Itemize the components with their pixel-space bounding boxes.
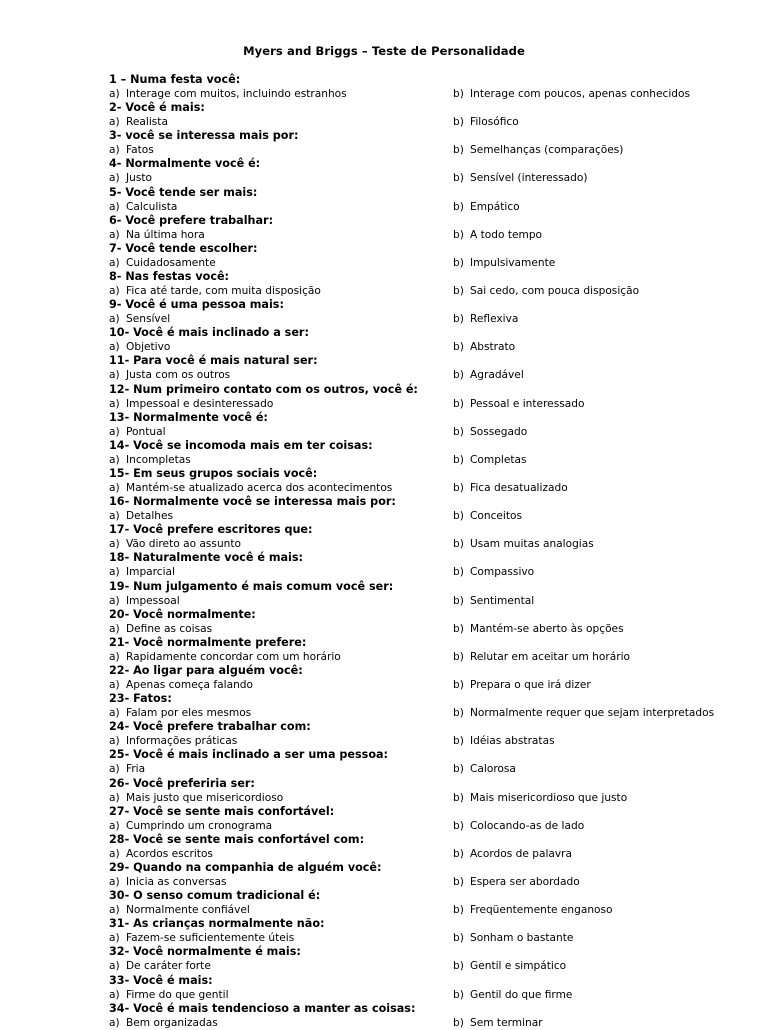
option-b [453,340,515,354]
option-a-text: Mantém-se atualizado acerca dos acontecimentos [126,481,393,494]
option-b-marker: b) [453,369,464,382]
option-b [453,481,568,495]
page-title: Myers and Briggs – Teste de Personalidade [243,44,525,58]
question-title: 10- Você é mais inclinado a ser: [109,326,309,340]
question-title: 25- Você é mais inclinado a ser uma pessoa: [109,748,389,762]
option-a [109,284,321,298]
question-title: 19- Num julgamento é mais comum você ser: [109,579,394,593]
option-b [453,509,522,523]
question-item [109,889,749,917]
option-b-marker: b) [453,566,464,579]
question-item [109,73,749,101]
question-item [109,242,749,270]
option-a-marker: a) [109,707,120,720]
option-b-text: Espera ser abordado [470,875,580,888]
option-b [453,931,573,945]
option-b-marker: b) [453,819,464,832]
option-a-text: Vão direto ao assunto [126,538,242,551]
option-b-marker: b) [453,256,464,269]
option-b [453,256,555,270]
question-item [109,129,749,157]
question-item [109,467,749,495]
option-a [109,115,168,129]
option-a [109,425,166,439]
option-a [109,200,177,214]
option-b-marker: b) [453,284,464,297]
option-b-marker: b) [453,1016,464,1029]
option-a [109,509,173,523]
option-b-marker: b) [453,116,464,129]
option-a [109,988,229,1002]
option-a-marker: a) [109,1016,120,1029]
question-item [109,861,749,889]
option-b-text: Completas [470,453,527,466]
option-a-text: Apenas começa falando [126,678,253,691]
question-item [109,945,749,973]
option-a [109,959,211,973]
question-title: 34- Você é mais tendencioso a manter as coisas: [109,1001,416,1015]
question-item [109,411,749,439]
question-title: 27- Você se sente mais confortável: [109,804,335,818]
option-a [109,594,180,608]
option-b-marker: b) [453,172,464,185]
option-b-text: Sentimental [470,594,535,607]
question-item [109,805,749,833]
option-b [453,959,566,973]
option-b-marker: b) [453,397,464,410]
question-title: 5- Você tende ser mais: [109,185,258,199]
option-a-marker: a) [109,200,120,213]
option-b-text: Sossegado [470,425,528,438]
option-b [453,875,580,889]
question-list [109,73,749,1030]
question-item [109,777,749,805]
question-item [109,748,749,776]
option-a [109,1016,218,1030]
question-item [109,664,749,692]
option-a [109,87,347,101]
option-a [109,762,145,776]
question-item [109,298,749,326]
option-b [453,200,520,214]
option-a [109,819,272,833]
option-a-text: Impessoal e desinteressado [126,397,274,410]
question-title: 18- Naturalmente você é mais: [109,551,304,565]
option-b [453,847,572,861]
option-a-marker: a) [109,622,120,635]
question-item [109,692,749,720]
question-title: 12- Num primeiro contato com os outros, você é: [109,382,418,396]
option-b-text: Semelhanças (comparações) [470,144,624,157]
question-title: 21- Você normalmente prefere: [109,635,307,649]
option-a-marker: a) [109,144,120,157]
option-b-text: Empático [470,200,520,213]
option-b-text: Interage com poucos, apenas conhecidos [470,88,691,100]
option-a [109,565,175,579]
option-a-marker: a) [109,116,120,129]
option-a-marker: a) [109,932,120,945]
option-b [453,762,516,776]
option-a-marker: a) [109,172,120,185]
question-title: 3- você se interessa mais por: [109,129,299,143]
option-b-marker: b) [453,538,464,551]
question-item [109,523,749,551]
question-item [109,101,749,129]
question-title: 24- Você prefere trabalhar com: [109,720,311,734]
option-a-text: Falam por eles mesmos [126,707,252,720]
option-a-marker: a) [109,313,120,326]
question-title: 29- Quando na companhia de alguém você: [109,860,382,874]
option-b [453,425,527,439]
option-a-text: Realista [126,116,168,129]
option-b-marker: b) [453,481,464,494]
option-a-marker: a) [109,847,120,860]
option-b-marker: b) [453,313,464,326]
question-title: 11- Para você é mais natural ser: [109,354,318,368]
option-b-marker: b) [453,791,464,804]
question-title: 23- Fatos: [109,692,172,706]
option-b [453,706,714,720]
option-a [109,537,241,551]
option-b-text: Compassivo [470,566,535,579]
option-b-marker: b) [453,510,464,523]
option-b [453,284,639,298]
option-b [453,143,623,157]
option-b-marker: b) [453,88,464,100]
question-item [109,833,749,861]
option-a-text: Impessoal [126,594,180,607]
option-a-marker: a) [109,875,120,888]
option-b [453,537,594,551]
option-a [109,734,237,748]
option-a-marker: a) [109,819,120,832]
option-a-marker: a) [109,88,120,100]
option-b-marker: b) [453,763,464,776]
option-a-marker: a) [109,341,120,354]
option-b-text: Mantém-se aberto às opções [470,622,624,635]
question-item [109,580,749,608]
option-b-text: Gentil do que firme [470,988,573,1001]
option-a-text: Justa com os outros [126,369,231,382]
option-b [453,368,524,382]
option-a-text: Imparcial [126,566,175,579]
question-item [109,495,749,523]
option-a [109,847,213,861]
option-b-text: Idéias abstratas [470,735,555,748]
option-b-text: Pessoal e interessado [470,397,585,410]
option-a-text: Acordos escritos [126,847,213,860]
question-title: 2- Você é mais: [109,101,205,115]
question-title: 13- Normalmente você é: [109,410,268,424]
question-title: 8- Nas festas você: [109,269,230,283]
option-a-text: Mais justo que misericordioso [126,791,284,804]
option-b-text: Sem terminar [470,1016,543,1029]
option-a [109,256,216,270]
question-item [109,354,749,382]
question-item [109,636,749,664]
question-title: 28- Você se sente mais confortável com: [109,832,365,846]
option-a-text: Interage com muitos, incluindo estranhos [126,88,347,100]
question-title: 30- O senso comum tradicional é: [109,889,321,903]
option-b [453,650,630,664]
option-a-marker: a) [109,256,120,269]
option-a-marker: a) [109,425,120,438]
option-a [109,791,283,805]
option-b-text: Abstrato [470,341,516,354]
option-a-marker: a) [109,538,120,551]
option-a-marker: a) [109,960,120,973]
question-title: 26- Você preferiria ser: [109,776,255,790]
option-a-text: De caráter forte [126,960,211,973]
option-a-marker: a) [109,988,120,1001]
option-a [109,650,341,664]
option-a [109,903,250,917]
option-b-marker: b) [453,847,464,860]
option-a-marker: a) [109,284,120,297]
option-b-marker: b) [453,960,464,973]
option-b [453,453,527,467]
question-title: 22- Ao ligar para alguém você: [109,663,303,677]
question-title: 6- Você prefere trabalhar: [109,213,274,227]
option-b-text: Gentil e simpático [470,960,567,973]
option-a-text: Cuidadosamente [126,256,216,269]
option-b [453,228,542,242]
option-a-marker: a) [109,510,120,523]
question-title: 9- Você é uma pessoa mais: [109,298,284,312]
question-item [109,157,749,185]
question-item [109,720,749,748]
option-b-marker: b) [453,622,464,635]
option-b-marker: b) [453,988,464,1001]
option-a-marker: a) [109,650,120,663]
option-a-text: Normalmente confiável [126,904,250,917]
question-item [109,917,749,945]
option-a-text: Sensível [126,313,171,326]
option-a-text: Bem organizadas [126,1016,218,1029]
option-b-text: Mais misericordioso que justo [470,791,628,804]
option-a [109,931,294,945]
option-b-marker: b) [453,200,464,213]
option-b-text: Calorosa [470,763,516,776]
option-a [109,340,170,354]
option-b-text: Agradável [470,369,524,382]
option-a-marker: a) [109,735,120,748]
option-b-text: Impulsivamente [470,256,556,269]
option-b [453,1016,543,1030]
option-a-marker: a) [109,763,120,776]
option-b-marker: b) [453,678,464,691]
question-title: 17- Você prefere escritores que: [109,523,313,537]
option-a-marker: a) [109,678,120,691]
question-title: 33- Você é mais: [109,973,213,987]
option-b [453,115,519,129]
option-b [453,903,613,917]
option-b-text: Acordos de palavra [470,847,573,860]
option-a [109,143,154,157]
option-a-text: Informações práticas [126,735,238,748]
question-item [109,551,749,579]
option-a-text: Detalhes [126,510,174,523]
option-a [109,875,226,889]
option-b [453,678,591,692]
option-b-marker: b) [453,875,464,888]
question-title: 20- Você normalmente: [109,607,256,621]
option-b-text: Sonham o bastante [470,932,574,945]
option-b-marker: b) [453,904,464,917]
option-b-text: Usam muitas analogias [470,538,594,551]
option-b-marker: b) [453,341,464,354]
option-a-text: Objetivo [126,341,171,354]
option-a-text: Na última hora [126,228,205,241]
question-title: 15- Em seus grupos sociais você: [109,466,318,480]
option-a [109,228,205,242]
option-b-text: Colocando-as de lado [470,819,585,832]
option-a-marker: a) [109,397,120,410]
option-a-text: Calculista [126,200,178,213]
option-b-marker: b) [453,932,464,945]
question-title: 32- Você normalmente é mais: [109,945,301,959]
option-a [109,171,152,185]
option-a-text: Fria [126,763,146,776]
option-a-marker: a) [109,566,120,579]
question-title: 4- Normalmente você é: [109,157,261,171]
question-item [109,270,749,298]
option-b-marker: b) [453,425,464,438]
question-item [109,1002,749,1030]
option-a-text: Cumprindo um cronograma [126,819,273,832]
option-b-text: Relutar em aceitar um horário [470,650,631,663]
question-item [109,439,749,467]
option-b-text: Fica desatualizado [470,481,568,494]
option-a-text: Define as coisas [126,622,213,635]
option-b-marker: b) [453,144,464,157]
option-b [453,819,584,833]
option-a-marker: a) [109,481,120,494]
option-a [109,678,253,692]
question-title: 31- As crianças normalmente não: [109,917,325,931]
option-b-marker: b) [453,650,464,663]
question-item [109,214,749,242]
question-item [109,383,749,411]
option-b-text: Sensível (interessado) [470,172,588,185]
option-a-text: Justo [126,172,152,185]
option-a-marker: a) [109,791,120,804]
option-b-text: Conceitos [470,510,523,523]
question-title: 14- Você se incomoda mais em ter coisas: [109,438,373,452]
option-a-text: Pontual [126,425,166,438]
option-b-marker: b) [453,453,464,466]
option-a [109,622,212,636]
option-b-text: Normalmente requer que sejam interpretados [470,707,715,720]
question-title: 7- Você tende escolher: [109,241,258,255]
option-b-marker: b) [453,707,464,720]
option-a-text: Firme do que gentil [126,988,229,1001]
question-item [109,326,749,354]
question-title: 1 – Numa festa você: [109,73,241,86]
option-b [453,397,584,411]
question-item [109,974,749,1002]
option-b-marker: b) [453,228,464,241]
option-a [109,706,251,720]
option-b [453,791,627,805]
option-a-marker: a) [109,594,120,607]
option-a [109,368,230,382]
option-a-text: Rapidamente concordar com um horário [126,650,341,663]
option-a-text: Fazem-se suficientemente úteis [126,932,295,945]
option-a-text: Inicia as conversas [126,875,227,888]
question-item [109,186,749,214]
option-b-text: Freqüentemente enganoso [470,904,613,917]
option-b-text: Reflexiva [470,313,519,326]
option-b [453,171,588,185]
option-a-marker: a) [109,904,120,917]
option-a-marker: a) [109,453,120,466]
option-b [453,565,534,579]
option-a [109,453,191,467]
option-a [109,481,392,495]
option-b-text: A todo tempo [470,228,543,241]
option-b-text: Prepara o que irá dizer [470,678,591,691]
option-b-text: Filosófico [470,116,519,129]
option-b [453,734,555,748]
question-title: 16- Normalmente você se interessa mais por: [109,495,396,509]
question-item [109,608,749,636]
option-a-text: Fica até tarde, com muita disposição [126,284,321,297]
option-b-text: Sai cedo, com pouca disposição [470,284,640,297]
option-b-marker: b) [453,594,464,607]
option-b [453,594,534,608]
option-a-marker: a) [109,228,120,241]
option-a [109,397,273,411]
option-b [453,622,624,636]
option-a-text: Incompletas [126,453,191,466]
option-a [109,312,170,326]
option-b [453,87,690,101]
option-a-text: Fatos [126,144,154,157]
option-b [453,312,518,326]
option-b-marker: b) [453,735,464,748]
option-b [453,988,572,1002]
option-a-marker: a) [109,369,120,382]
